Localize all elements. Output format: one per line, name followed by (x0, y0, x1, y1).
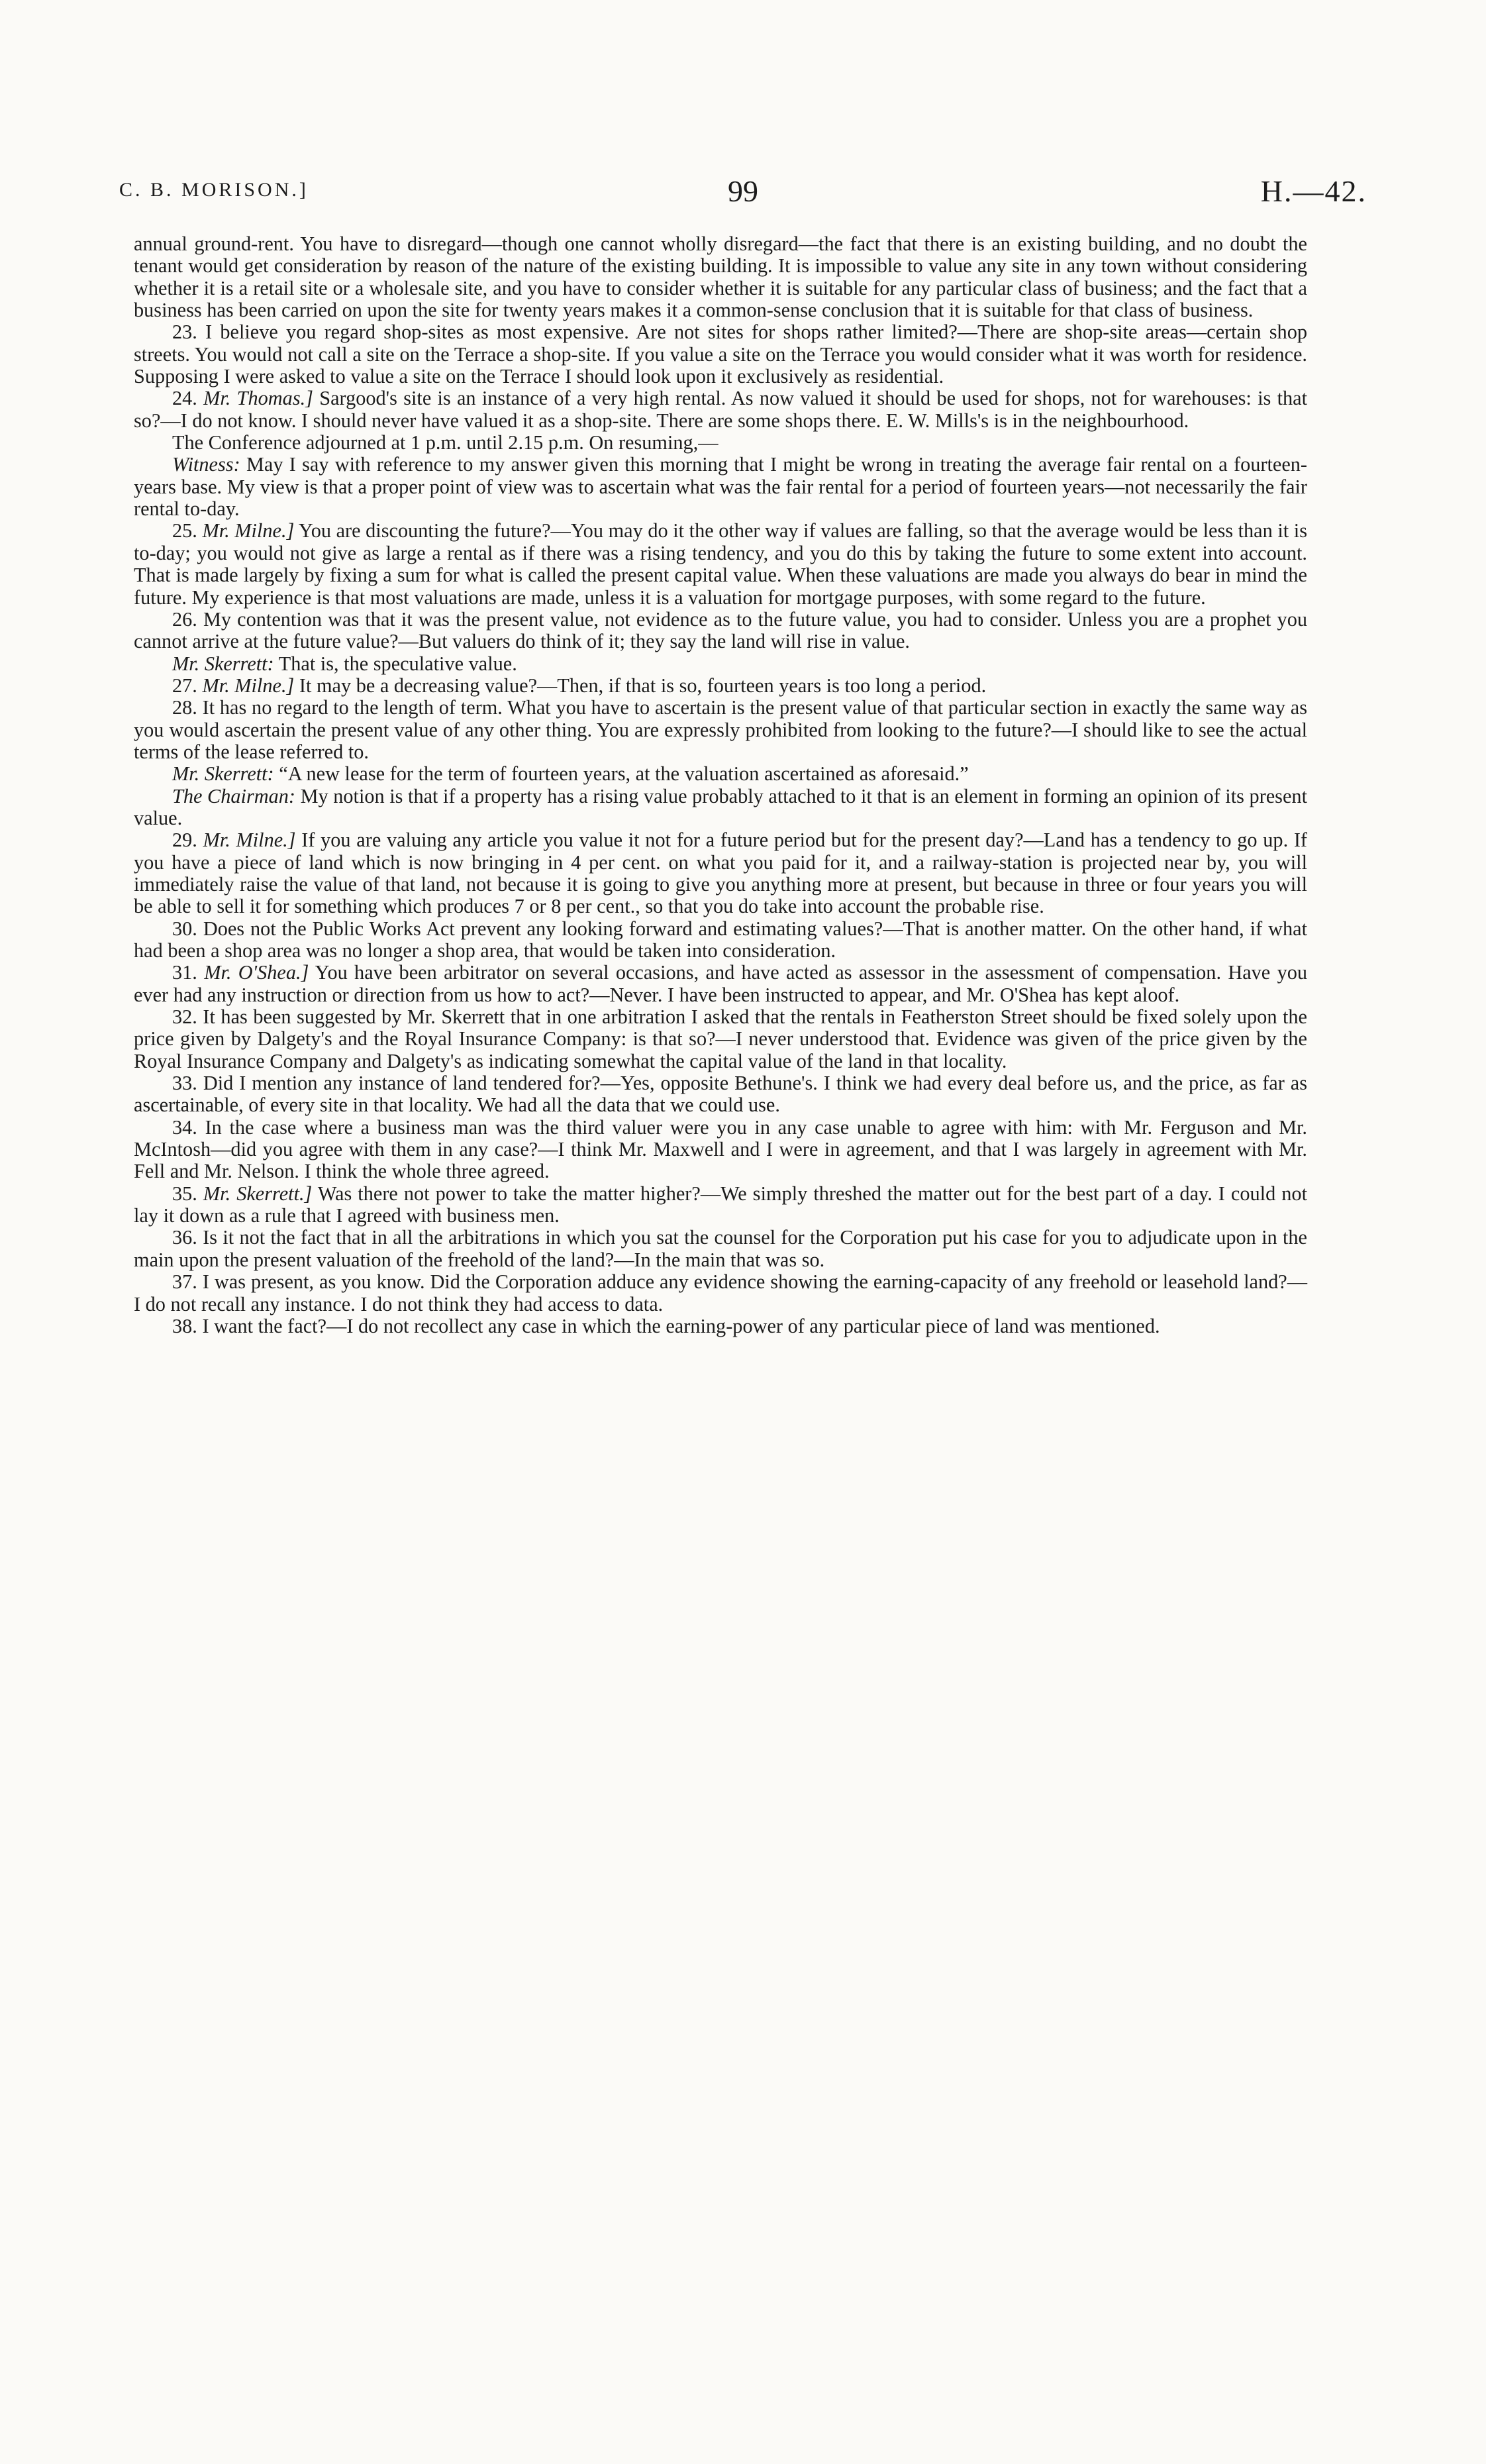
paragraph: Witness: May I say with reference to my answer given this morning that I might be wrong in treating the average fair rental on a fourteen-years base. My view is that a proper point of view was to ascertain what was the fair rental for a period of fourteen years—not necessarily the fair rental to-day. (134, 453, 1308, 521)
document-reference: H.—42. (1260, 174, 1367, 208)
paragraph: 29. Mr. Milne.] If you are valuing any article you value it not for a future period but for the present day?—Land has a tendency to go up. If you have a piece of land which is now bringing in 4 per cent. on what you paid for it, and a railway-station is projected near by, you will immediately raise the value of that land, not because it is going to give you anything more at present, but because in three or four years you will be able to sell it for something which produces 7 or 8 per cent., so that you do take into account the probable rise. (134, 829, 1308, 918)
paragraph: 30. Does not the Public Works Act prevent any looking forward and estimating values?—That is another matter. On the other hand, if what had been a shop area was no longer a shop area, that would be taken into consideration. (134, 917, 1308, 962)
paragraph: 33. Did I mention any instance of land tendered for?—Yes, opposite Bethune's. I think we had every deal before us, and the price, as far as ascertainable, of every site in that locality. We had all the data that we could use. (134, 1072, 1307, 1117)
header-witness-name: C. B. MORISON.] (119, 179, 309, 201)
paragraph: 26. My contention was that it was the present value, not evidence as to the future value, you had to consider. Unless you are a prophet you cannot arrive at the future value?—But valuers do think of it; they say the land will rise in value. (134, 607, 1308, 653)
paragraph: 31. Mr. O'Shea.] You have been arbitrator on several occasions, and have acted as assessor in the assessment of compensation. Have you ever had any instruction or direction from us how to act?—Never. I have been instructed to appear, and Mr. O'Shea has kept aloof. (134, 961, 1308, 1006)
paragraph: 25. Mr. Milne.] You are discounting the future?—You may do it the other way if values are falling, so that the average would be less than it is to-day; you would not give as large a rental as if there was a rising tendency, and you do this by taking the future to some extent into account. That is made largely by fixing a sum for what is called the present capital value. When these valuations are made you always do bear in mind the future. My experience is that most valuations are made, unless it is a valuation for mortgage purposes, with some regard to the future. (134, 519, 1308, 609)
paragraph: Mr. Skerrett: That is, the speculative value. (172, 652, 517, 675)
paragraph: The Chairman: My notion is that if a property has a rising value probably attached to it that is an element in forming an opinion of its present value. (134, 784, 1307, 829)
paragraph: 37. I was present, as you know. Did the Corporation adduce any evidence showing the earning-capacity of any freehold or leasehold land?—I do not recall any instance. I do not think they had access to data. (134, 1270, 1307, 1315)
paragraph: 27. Mr. Milne.] It may be a decreasing value?—Then, if that is so, fourteen years is too long a period. (172, 674, 987, 697)
paragraph: 34. In the case where a business man was the third valuer were you in any case unable to agree with him: with Mr. Ferguson and Mr. McIntosh—did you agree with them in any case?—I think Mr. Maxwell and I were in agreement, and that I was largely in agreement with Mr. Fell and Mr. Nelson. I think the whole three agreed. (134, 1115, 1308, 1183)
paragraph: 28. It has no regard to the length of term. What you have to ascertain is the present value of that particular section in exactly the same way as you would ascertain the present value of any other thing. You are expressly prohibited from looking to the future?—I should like to see the actual terms of the lease referred to. (134, 696, 1307, 763)
paragraph: Mr. Skerrett: “A new lease for the term of fourteen years, at the valuation ascertained as aforesaid.” (172, 762, 969, 786)
paragraph: 24. Mr. Thomas.] Sargood's site is an instance of a very high rental. As now valued it should be used for shops, not for warehouses: is that so?—I do not know. I should never have valued it as a shop-site. There are some shops there. E. W. Mills's is in the neighbourhood. (134, 387, 1308, 432)
paragraph: 35. Mr. Skerrett.] Was there not power to take the matter higher?—We simply threshed the matter out for the best part of a day. I could not lay it down as a rule that I agreed with business men. (134, 1182, 1308, 1227)
page-header (119, 174, 1367, 213)
paragraph: annual ground-rent. You have to disregard—though one cannot wholly disregard—the fact that there is an existing building, and no doubt the tenant would get consideration by reason of the nature of the existing building. It is impossible to value any site in any town without considering whether it is a retail site or a wholesale site, and you have to consider whether it is suitable for any particular class of business; and the fact that a business has been carried on upon the site for twenty years makes it a common-sense conclusion that it is suitable for that class of business. (134, 232, 1307, 322)
page-number: 99 (728, 174, 758, 208)
paragraph: 36. Is it not the fact that in all the arbitrations in which you sat the counsel for the Corporation put his case for you to adjudicate upon in the main upon the present valuation of the freehold of the land?—In the main that was so. (134, 1226, 1307, 1271)
paragraph: The Conference adjourned at 1 p.m. until 2.15 p.m. On resuming,— (172, 431, 718, 454)
paragraph: 32. It has been suggested by Mr. Skerrett that in one arbitration I asked that the rentals in Featherston Street should be fixed solely upon the price given by Dalgety's and the Royal Insurance Company: is that so?—I never understood that. Evidence was given of the price given by the Royal Insurance Company and Dalgety's as indicating somewhat the capital value of the land in that locality. (134, 1005, 1307, 1072)
paragraph: 38. I want the fact?—I do not recollect any case in which the earning-power of any particular piece of land was mentioned. (172, 1314, 1160, 1337)
evidence-text (134, 233, 1307, 1337)
paragraph: 23. I believe you regard shop-sites as most expensive. Are not sites for shops rather limited?—There are shop-site areas—certain shop streets. You would not call a site on the Terrace a shop-site. If you value a site on the Terrace you would consider what it was worth for residence. Supposing I were asked to value a site on the Terrace I should look upon it exclusively as residential. (134, 321, 1308, 388)
